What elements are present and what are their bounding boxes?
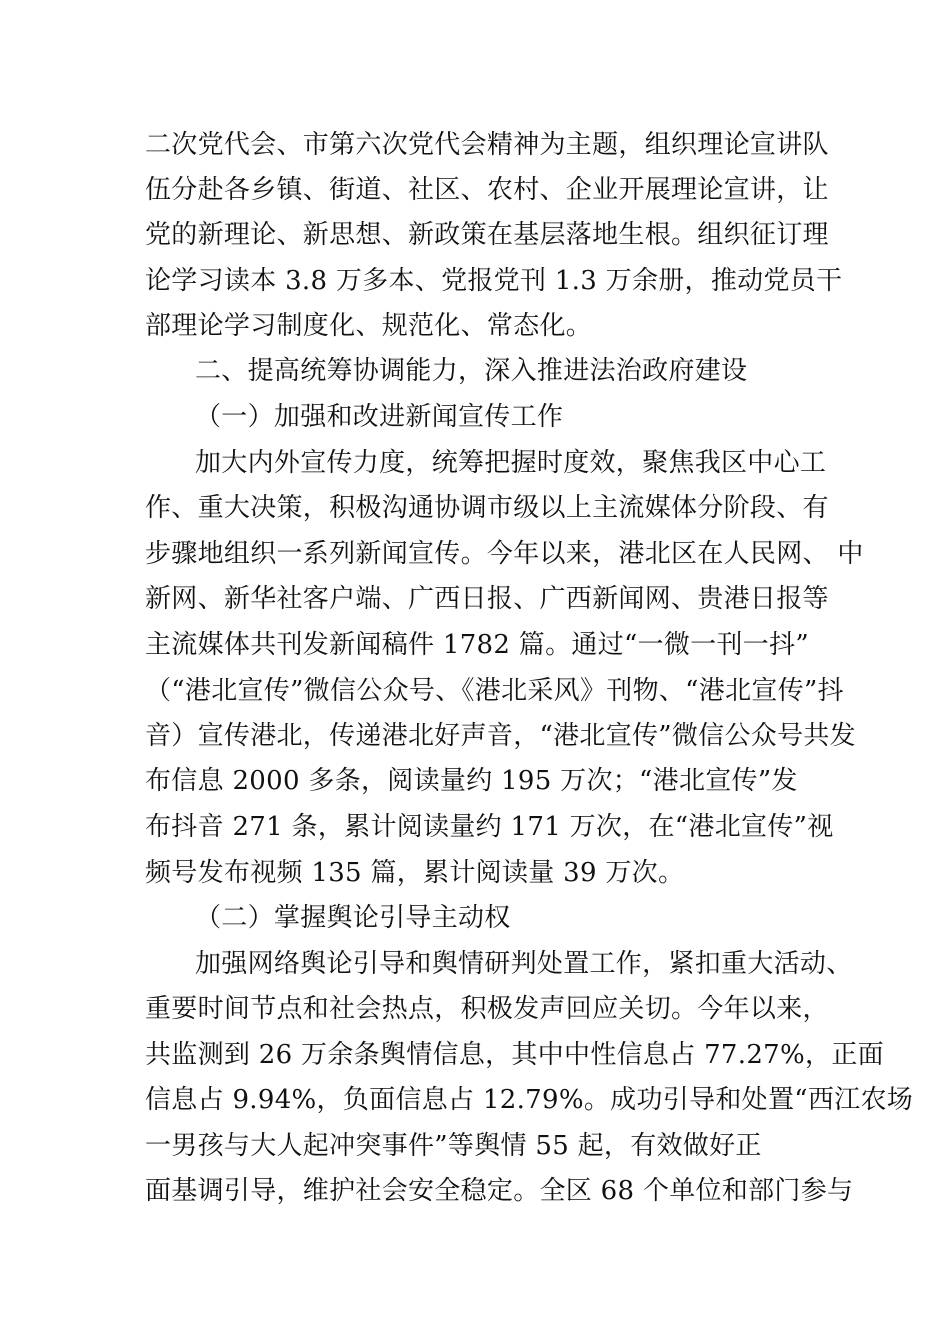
paragraph-line: 加强网络舆论引导和舆情研判处置工作，紧扣重大活动、 [195, 949, 853, 979]
paragraph-line: （“港北宣传”微信公众号、《港北采风》刊物、“港北宣传”抖 [145, 676, 844, 706]
section-heading: 二、提高统筹协调能力，深入推进法治政府建设 [195, 356, 748, 386]
paragraph-line: 论学习读本 3.8 万多本、党报党刊 1.3 万余册，推动党员干 [145, 266, 843, 296]
paragraph-line: 信息占 9.94%，负面信息占 12.79%。成功引导和处置“西江农场 [145, 1085, 914, 1115]
paragraph-line: 面基调引导，维护社会安全稳定。全区 68 个单位和部门参与 [145, 1176, 854, 1206]
paragraph-line: 部理论学习制度化、规范化、常态化。 [145, 311, 593, 341]
paragraph-line: 步骤地组织一系列新闻宣传。今年以来，港北区在人民网、 中 [145, 539, 864, 569]
paragraph-line: 音）宣传港北，传递港北好声音，“港北宣传”微信公众号共发 [145, 721, 856, 751]
paragraph-line: 重要时间节点和社会热点，积极发声回应关切。今年以来， [145, 994, 829, 1024]
paragraph-line: 频号发布视频 135 篇，累计阅读量 39 万次。 [145, 858, 685, 888]
subsection-heading: （二）掌握舆论引导主动权 [195, 903, 511, 933]
paragraph-line: 布信息 2000 多条，阅读量约 195 万次；“港北宣传”发 [145, 766, 798, 796]
paragraph-line: 加大内外宣传力度，统筹把握时度效，聚焦我区中心工 [195, 448, 827, 478]
paragraph-line: 布抖音 271 条，累计阅读量约 171 万次，在“港北宣传”视 [145, 812, 834, 842]
paragraph-line: 二次党代会、市第六次党代会精神为主题，组织理论宣讲队 [145, 130, 829, 160]
paragraph-line: 新网、新华社客户端、广西日报、广西新闻网、贵港日报等 [145, 584, 829, 614]
paragraph-line: 作、重大决策，积极沟通协调市级以上主流媒体分阶段、有 [145, 493, 829, 523]
paragraph-line: 伍分赴各乡镇、街道、社区、农村、企业开展理论宣讲，让 [145, 175, 829, 205]
paragraph-line: 一男孩与大人起冲突事件”等舆情 55 起，有效做好正 [145, 1131, 762, 1161]
paragraph-line: 党的新理论、新思想、新政策在基层落地生根。组织征订理 [145, 220, 829, 250]
paragraph-line: 共监测到 26 万余条舆情信息，其中中性信息占 77.27%，正面 [145, 1040, 884, 1070]
subsection-heading: （一）加强和改进新闻宣传工作 [195, 402, 564, 432]
paragraph-line: 主流媒体共刊发新闻稿件 1782 篇。通过“一微一刊一抖” [145, 630, 809, 660]
